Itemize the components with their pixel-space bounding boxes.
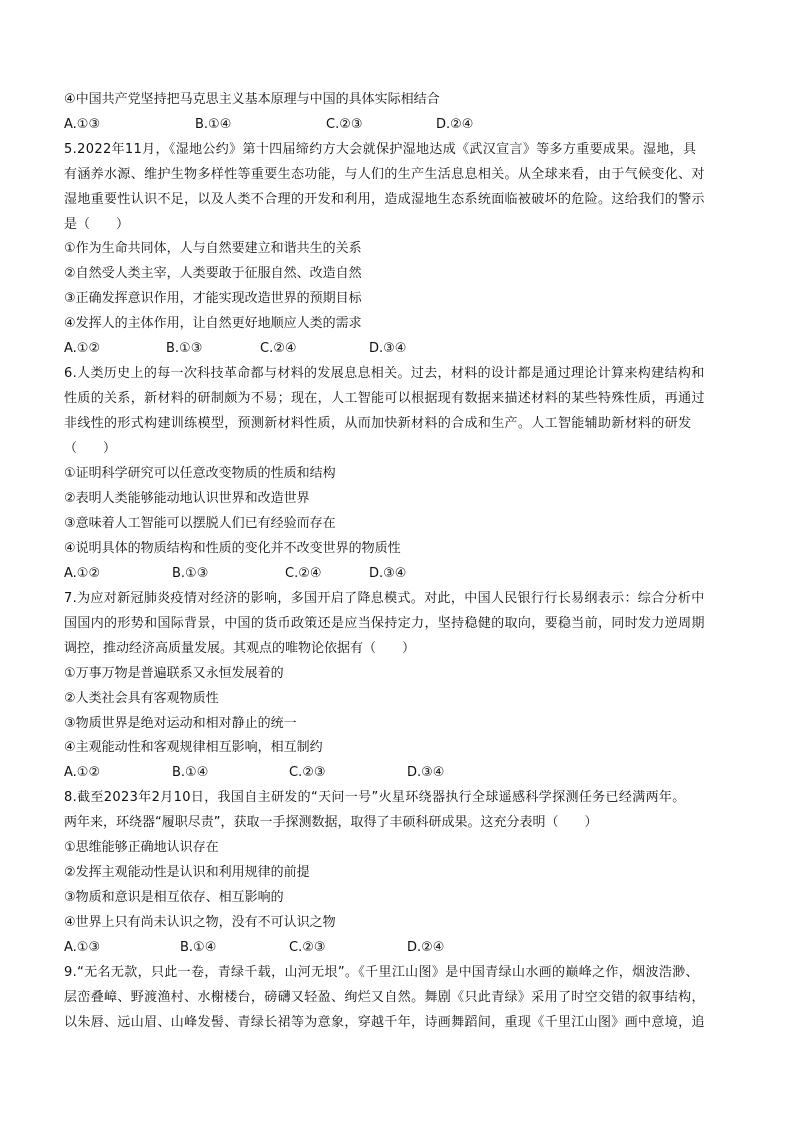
- q7-item-3: ③物质世界是绝对运动和相对静止的统一: [64, 716, 297, 731]
- q6-option-d[interactable]: D.③④: [369, 566, 407, 581]
- q5-stem-line-4: 是（ ）: [64, 217, 130, 232]
- q6-option-a[interactable]: A.①②: [64, 566, 101, 581]
- q8-option-c[interactable]: C.②③: [289, 940, 326, 955]
- q6-item-2: ②表明人类能够能动地认识世界和改造世界: [64, 491, 310, 506]
- q7-option-c[interactable]: C.②③: [289, 765, 326, 780]
- q5-item-1: ①作为生命共同体，人与自然要建立和谐共生的关系: [64, 241, 362, 256]
- q5-item-2: ②自然受人类主宰，人类要敢于征服自然、改造自然: [64, 266, 362, 281]
- q6-stem-line-3: 非线性的形式构建训练模型，预测新材料性质，从而加快新材料的合成和生产。人工智能辅助新材料的研发: [64, 416, 692, 431]
- q4-option-b[interactable]: B.①④: [195, 117, 232, 132]
- q7-item-1: ①万事万物是普遍联系又永恒发展着的: [64, 666, 284, 681]
- q8-option-b[interactable]: B.①④: [180, 940, 217, 955]
- q6-item-3: ③意味着人工智能可以摆脱人们已有经验而存在: [64, 516, 336, 531]
- q9-stem-line-2: 层峦叠嶂、野渡渔村、水榭楼台，磅礴又轻盈、绚烂又自然。舞剧《只此青绿》采用了时空交错的叙事结构，: [64, 990, 705, 1005]
- q8-option-a[interactable]: A.①③: [64, 940, 101, 955]
- q7-stem-line-2: 国国内的形势和国际背景，中国的货币政策还是应当保持定力，坚持稳健的取向，要稳当前，同时发力逆周期: [64, 616, 705, 631]
- q4-option-a[interactable]: A.①③: [64, 117, 101, 132]
- q6-option-b[interactable]: B.①③: [172, 566, 209, 581]
- q7-option-d[interactable]: D.③④: [407, 765, 445, 780]
- q8-stem-line-1: 8.截至2023年2月10日，我国自主研发的“天问一号”火星环绕器执行全球遥感科学探测任务已经满两年。: [64, 790, 686, 805]
- q5-stem-line-2: 有涵养水源、维护生物多样性等重要生态功能，与人们的生产生活息息相关。从全球来看，由于气候变化、对: [64, 167, 705, 182]
- q6-stem-line-1: 6.人类历史上的每一次科技革命都与材料的发展息息相关。过去，材料的设计都是通过理论计算来构建结构和: [64, 366, 705, 381]
- q8-item-1: ①思维能够正确地认识存在: [64, 840, 219, 855]
- q7-options: [64, 764, 744, 782]
- q8-item-3: ③物质和意识是相互依存、相互影响的: [64, 890, 284, 905]
- q6-stem-line-4: （ ）: [64, 441, 117, 456]
- q7-item-4: ④主观能动性和客观规律相互影响，相互制约: [64, 740, 323, 755]
- q5-option-d[interactable]: D.③④: [369, 341, 407, 356]
- q5-stem-line-3: 湿地重要性认识不足，以及人类不合理的开发和利用，造成湿地生态系统面临被破坏的危险。这给我们的警示: [64, 192, 705, 207]
- q7-stem-line-3: 调控，推动经济高质量发展。其观点的唯物论依据有（ ）: [64, 641, 416, 656]
- q5-stem-line-1: 5.2022年11月，《湿地公约》第十四届缔约方大会就保护湿地达成《武汉宣言》等多方重要成果。湿地，具: [64, 142, 697, 157]
- q4-option-c[interactable]: C.②③: [326, 117, 363, 132]
- q9-stem-line-3: 以朱唇、远山眉、山峰发髻、青绿长裙等为意象，穿越千年，诗画舞蹈间，重现《千里江山图》画中意境，追: [64, 1015, 705, 1030]
- q6-item-4: ④说明具体的物质结构和性质的变化并不改变世界的物质性: [64, 541, 401, 556]
- q8-stem-line-2: 两年来，环绕器“履职尽责”，获取一手探测数据，取得了丰硕科研成果。这充分表明（ ）: [64, 815, 598, 830]
- q4-options: [64, 116, 744, 134]
- q5-options: [64, 340, 744, 358]
- q7-option-a[interactable]: A.①②: [64, 765, 101, 780]
- q5-option-c[interactable]: C.②④: [260, 341, 297, 356]
- q8-options: [64, 939, 744, 957]
- q5-item-3: ③正确发挥意识作用，才能实现改造世界的预期目标: [64, 291, 362, 306]
- q4-item-4: ④中国共产党坚持把马克思主义基本原理与中国的具体实际相结合: [64, 92, 440, 107]
- q6-item-1: ①证明科学研究可以任意改变物质的性质和结构: [64, 466, 336, 481]
- q8-item-4: ④世界上只有尚未认识之物，没有不可认识之物: [64, 915, 336, 930]
- q6-options: [64, 565, 744, 583]
- q8-option-d[interactable]: D.②④: [407, 940, 445, 955]
- q7-item-2: ②人类社会具有客观物质性: [64, 691, 219, 706]
- q7-option-b[interactable]: B.①④: [172, 765, 209, 780]
- q5-item-4: ④发挥人的主体作用，让自然更好地顺应人类的需求: [64, 316, 362, 331]
- q6-option-c[interactable]: C.②④: [285, 566, 322, 581]
- q4-option-d[interactable]: D.②④: [436, 117, 474, 132]
- q7-stem-line-1: 7.为应对新冠肺炎疫情对经济的影响，多国开启了降息模式。对此，中国人民银行行长易纲表示：综合分析中: [64, 591, 705, 606]
- q5-option-a[interactable]: A.①②: [64, 341, 101, 356]
- q6-stem-line-2: 性质的关系，新材料的研制颇为不易；现在，人工智能可以根据现有数据来描述材料的某些特殊性质，再通过: [64, 391, 705, 406]
- q9-stem-line-1: 9.“无名无款，只此一卷，青绿千载，山河无垠”。《千里江山图》是中国青绿山水画的巅峰之作，烟波浩渺、: [64, 965, 699, 980]
- q5-option-b[interactable]: B.①③: [166, 341, 203, 356]
- q8-item-2: ②发挥主观能动性是认识和利用规律的前提: [64, 865, 310, 880]
